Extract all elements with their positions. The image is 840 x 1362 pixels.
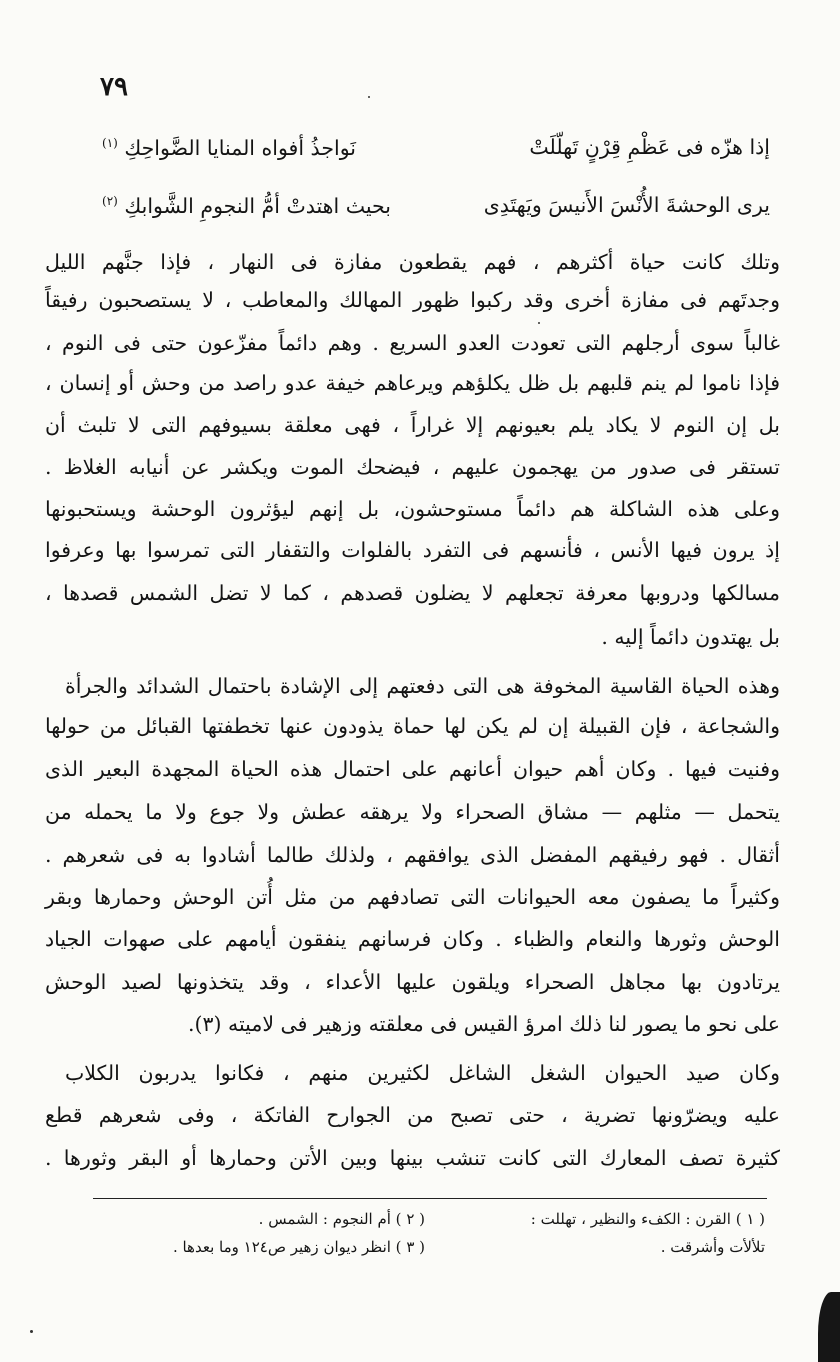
- page-number: ٧٩: [100, 72, 128, 102]
- page-corner-shadow: [818, 1292, 840, 1362]
- body-line: وهذه الحياة القاسية المخوفة هى التى دفعتهم إلى الإشادة باحتمال الشدائد والجرأة: [65, 674, 780, 698]
- body-line: أثقال . فهو رفيقهم المفضل الذى يوافقهم ، ولذلك طالما أشادوا به فى شعرهم .: [45, 843, 780, 867]
- paper-speck: [538, 322, 540, 324]
- body-line: وفنيت فيها . وكان أهم حيوان أعانهم على احتمال هذه الحياة المجهدة البعير الذى: [45, 757, 780, 781]
- footnote-line-2: [75, 1240, 765, 1255]
- body-line: غالباً سوى أرجلهم التى تعودت العدو السريع . وهم دائماً مفزّعون حتى فى النوم ،: [45, 331, 780, 355]
- verse-2-second-text: بحيث اهتدتْ أمُّ النجومِ الشَّوابكِ: [124, 193, 391, 218]
- body-line: كثيرة تصف المعارك التى كانت تنشب بينها وبين الأتن وحمارها أو البقر وثورها .: [45, 1146, 780, 1170]
- body-line: مسالكها ودروبها معرفة تجعلهم لا يضلون قصدهم ، كما لا تضل الشمس قصدها ،: [45, 581, 780, 605]
- body-line: يتحمل — مثلهم — مشاق الصحراء ولا يرهقه عطش ولا جوع ولا ما يحمله من: [45, 800, 780, 824]
- verse-1-first-hemistich: إذا هزّه فى عَظْمِ قِرْنٍ تَهلّلَتْ: [529, 135, 770, 159]
- body-line: يرتادون بها مجاهل الصحراء ويلقون عليها الأعداء ، وقد يتخذونها لصيد الوحش: [45, 970, 780, 994]
- footnote-2: ( ٢ ) أم النجوم : الشمس .: [258, 1210, 425, 1228]
- footnote-line-1: [75, 1212, 765, 1227]
- body-line: وكان صيد الحيوان الشغل الشاغل لكثيرين منهم ، فكانوا يدربون الكلاب: [65, 1061, 780, 1085]
- verse-1-second-hemistich: [70, 137, 356, 158]
- body-line: وجدتَهم فى مفازة أخرى وقد ركبوا ظهور المهالك والمعاطب ، لا يستصحبون رفيقاً: [45, 288, 780, 312]
- paper-speck: [30, 1330, 33, 1333]
- verse-1-second-text: نَواجذُ أفواه المنايا الضَّواحِكِ: [124, 135, 356, 160]
- footnote-3: ( ٣ ) انظر ديوان زهير ص١٢٤ وما بعدها .: [172, 1238, 425, 1256]
- body-line: الوحش وثورها والنعام والظباء . وكان فرسانهم ينفقون أيامهم على صهوات الجياد: [45, 927, 780, 951]
- paper-speck: [368, 96, 370, 98]
- body-line: على نحو ما يصور لنا ذلك امرؤ القيس فى معلقته وزهير فى لاميته (٣).: [187, 1012, 780, 1036]
- body-line: والشجاعة ، فإن القبيلة إن لم يكن لها حماة يذودون عنها تخطفتها القبائل من حولها: [45, 714, 780, 738]
- verse-line-2: [70, 195, 770, 216]
- footnote-1-continued: تلألأت وأشرقت .: [660, 1238, 765, 1256]
- verse-2-second-hemistich: [70, 195, 391, 216]
- body-line: فإذا ناموا لم ينم قلبهم بل ظل يكلؤهم ويرعاهم خيفة عدو راصد من وحش أو إنسان ،: [45, 371, 780, 395]
- body-line: وعلى هذه الشاكلة هم دائماً مستوحشون، بل إنهم ليؤثرون الوحشة ويستحبونها: [45, 497, 780, 521]
- body-line: وتلك كانت حياة أكثرهم ، فهم يقطعون مفازة فى النهار ، فإذا جنَّهم الليل: [45, 250, 780, 274]
- body-line: عليه ويضرّونها تضرية ، حتى تصبح من الجوارح الفاتكة ، وفى شعرهم قطع: [45, 1103, 780, 1127]
- footnote-ref-1: (١): [102, 136, 118, 150]
- body-line: إذ يرون فيها الأنس ، فأنسهم فى التفرد بالفلوات والتقفار التى تمرسوا بها وعرفوا: [45, 538, 780, 562]
- verse-line-1: [70, 137, 770, 158]
- footnote-ref-2: (٢): [102, 194, 118, 208]
- body-line: بل إن النوم لا يكاد يلم بعيونهم إلا غراراً ، فهى معلقة بسيوفهم التى لا تلبث أن: [45, 413, 780, 437]
- footnote-divider: [93, 1198, 767, 1199]
- footnote-1: ( ١ ) القرن : الكفء والنظير ، تهللت :: [530, 1210, 765, 1228]
- body-line: وكثيراً ما يصفون معه الحيوانات التى تصادفهم من مثل أُتن الوحش وحمارها وبقر: [45, 885, 780, 909]
- body-line: بل يهتدون دائماً إليه .: [601, 625, 780, 649]
- body-line: تستقر فى صدور من يهجمون عليهم ، فيضحك الموت ويكشر عن أنيابه الغلاظ .: [45, 455, 780, 479]
- verse-2-first-hemistich: يرى الوحشةَ الأُنْسَ الأَنيسَ ويَهتَدِى: [483, 193, 770, 217]
